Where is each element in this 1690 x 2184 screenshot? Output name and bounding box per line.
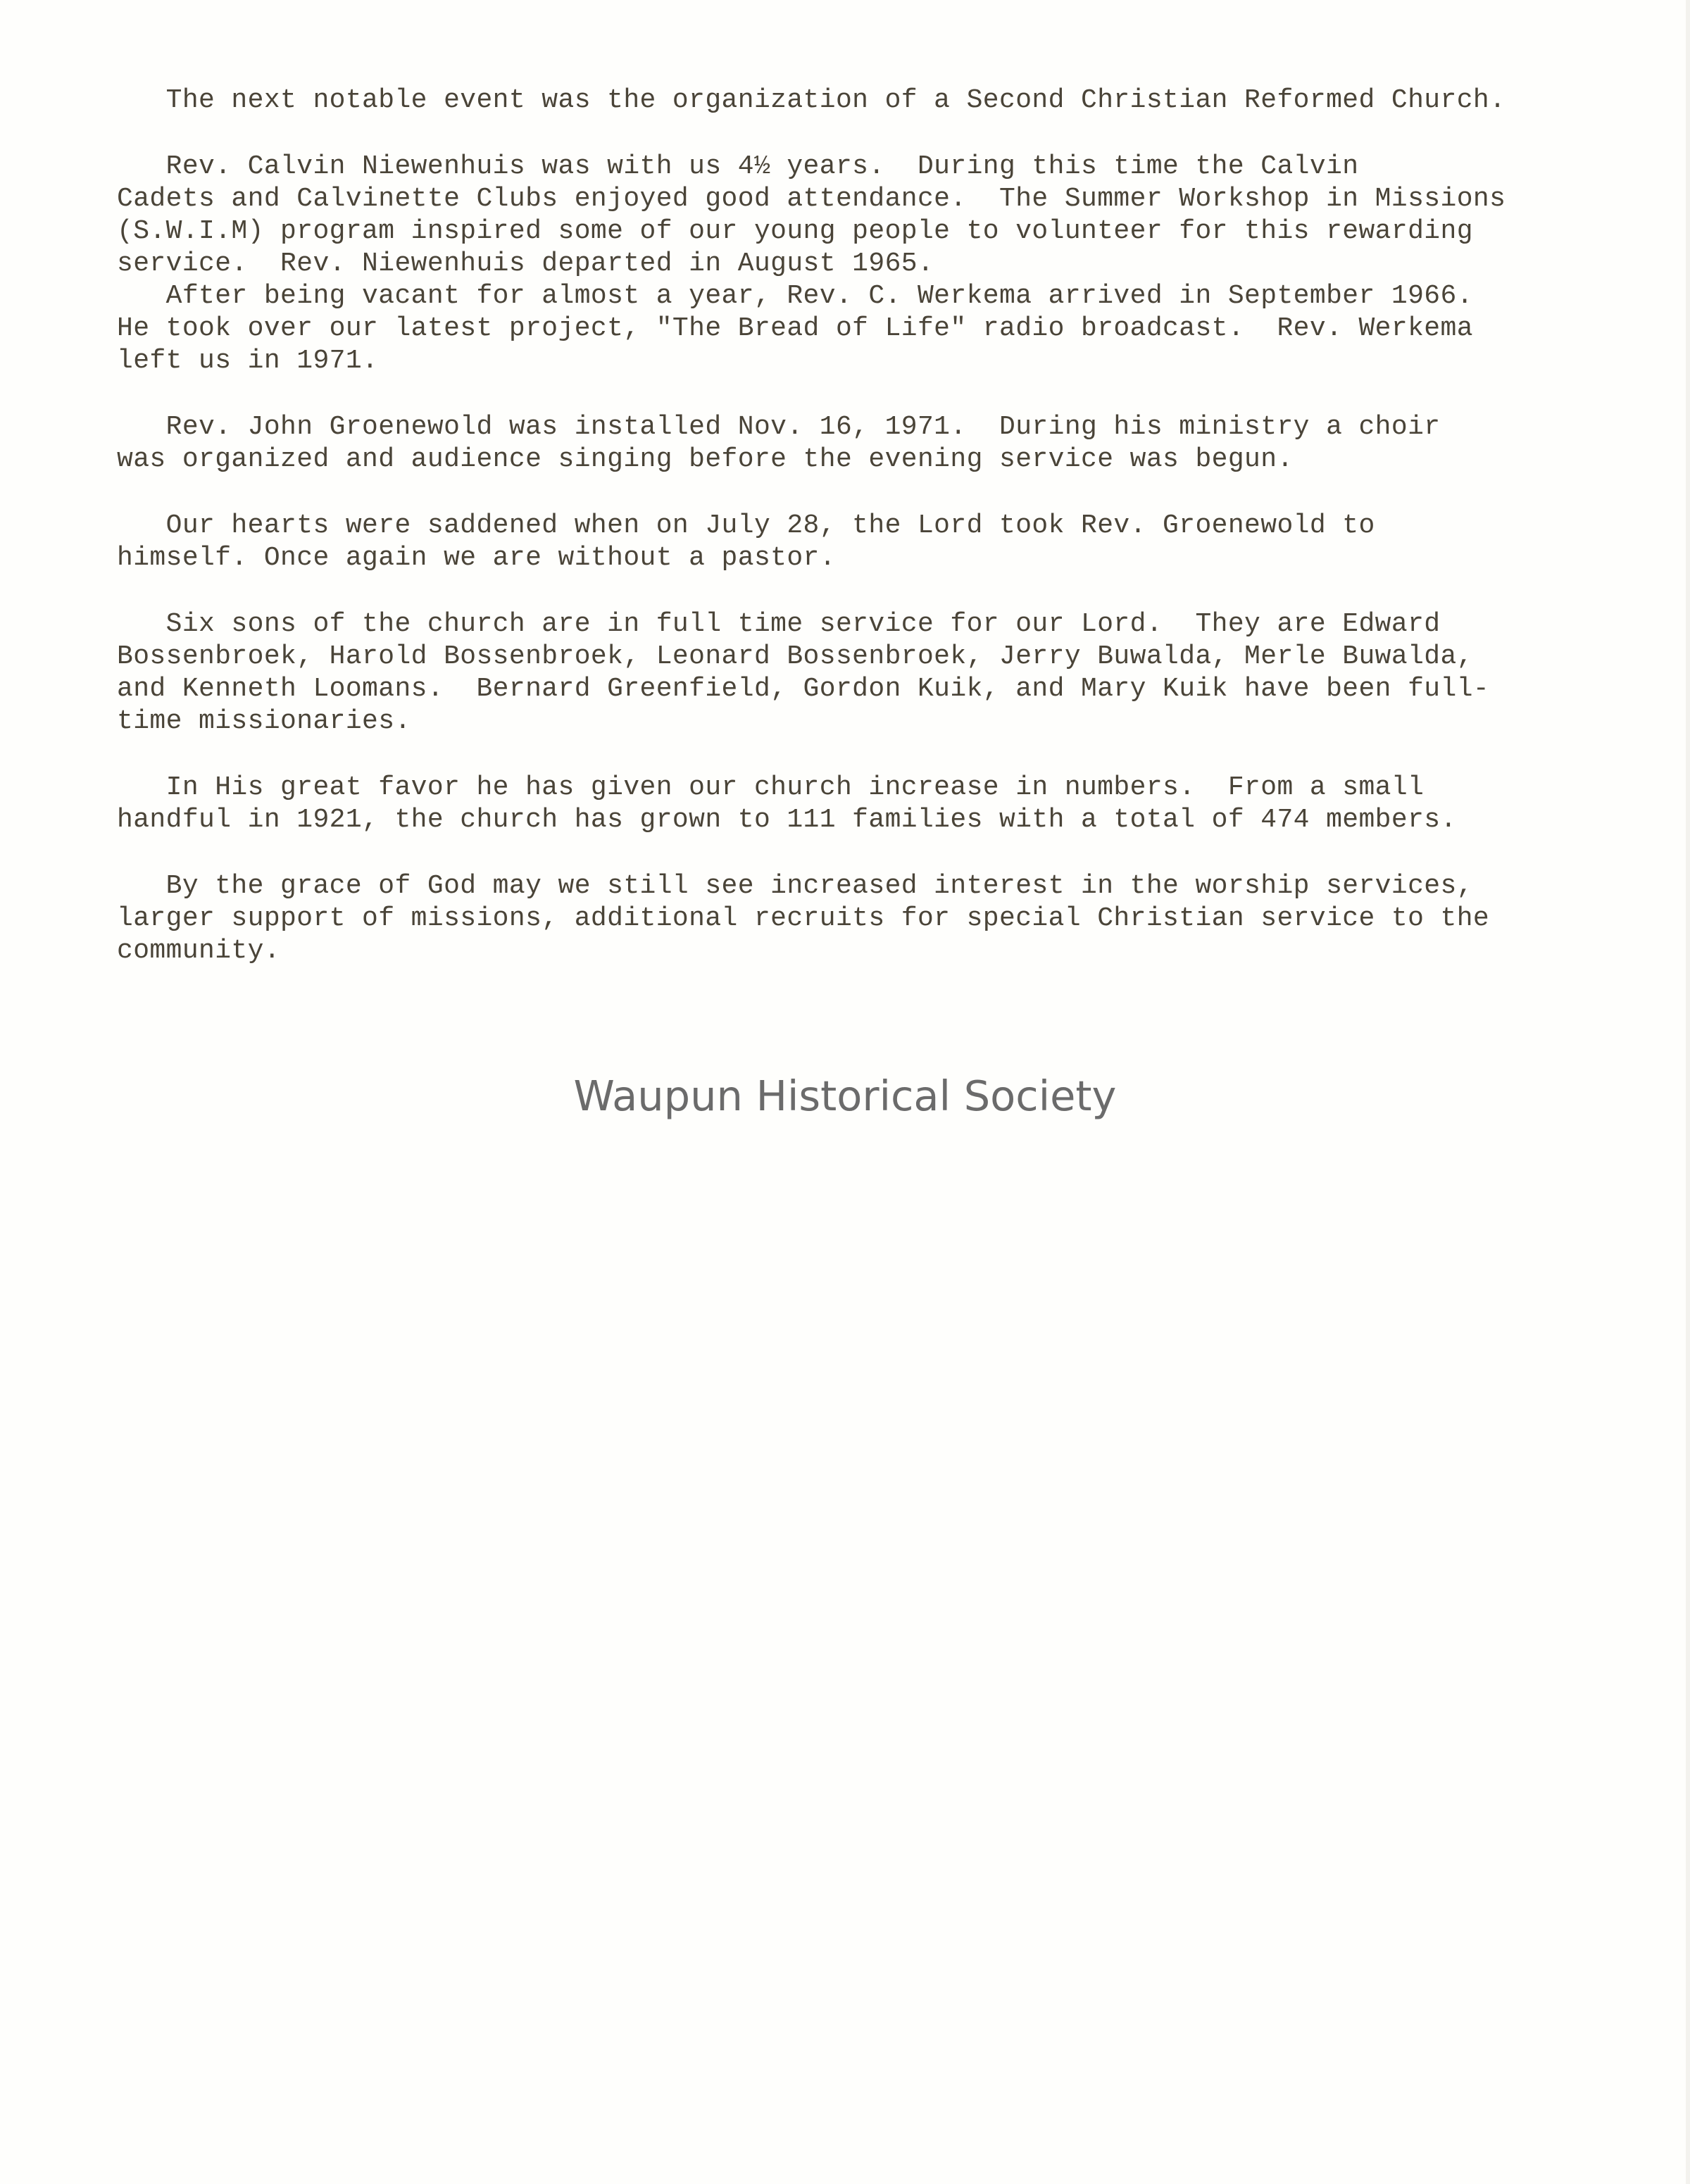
text-line: Bossenbroek, Harold Bossenbroek, Leonard Bossenbroek, Jerry Buwalda, Merle Buwalda, [117, 641, 1473, 672]
text-line: Rev. John Groenewold was installed Nov. 16, 1971. During his ministry a choir [117, 412, 1441, 442]
text-line: was organized and audience singing before the evening service was begun. [117, 444, 1294, 475]
paragraph-church-growth [117, 772, 1582, 836]
paragraph-second-church [117, 84, 1582, 117]
paragraph-werkema [117, 280, 1582, 377]
paragraph-sons-of-church [117, 608, 1582, 738]
page-edge [1686, 0, 1690, 2184]
text-line: community. [117, 936, 281, 966]
text-line: He took over our latest project, "The Bread of Life" radio broadcast. Rev. Werkema [117, 313, 1473, 344]
paragraph-closing-prayer [117, 870, 1582, 967]
text-line: (S.W.I.M) program inspired some of our young people to volunteer for this rewarding [117, 216, 1473, 246]
text-line: After being vacant for almost a year, Rev. C. Werkema arrived in September 1966. [117, 281, 1473, 311]
watermark: Waupun Historical Society [573, 1072, 1117, 1120]
text-line: himself. Once again we are without a pastor. [117, 543, 836, 573]
text-line: In His great favor he has given our church increase in numbers. From a small [117, 772, 1425, 803]
paragraph-groenewold-installed [117, 411, 1582, 476]
text-line: time missionaries. [117, 706, 411, 736]
text-line: By the grace of God may we still see increased interest in the worship services, [117, 871, 1473, 901]
text-line: Six sons of the church are in full time service for our Lord. They are Edward [117, 609, 1441, 639]
text-line: left us in 1971. [117, 346, 379, 376]
text-line: service. Rev. Niewenhuis departed in August 1965. [117, 249, 934, 279]
paragraph-groenewold-death [117, 510, 1582, 575]
text-line: The next notable event was the organization of a Second Christian Reformed Church. [117, 85, 1506, 115]
paragraph-niewenhuis [117, 151, 1582, 280]
text-line: handful in 1921, the church has grown to 111 families with a total of 474 members. [117, 805, 1457, 835]
text-line: Rev. Calvin Niewenhuis was with us 4½ years. During this time the Calvin [117, 151, 1359, 182]
text-line: Our hearts were saddened when on July 28, the Lord took Rev. Groenewold to [117, 510, 1375, 541]
text-line: Cadets and Calvinette Clubs enjoyed good attendance. The Summer Workshop in Missions [117, 184, 1506, 214]
text-line: and Kenneth Loomans. Bernard Greenfield, Gordon Kuik, and Mary Kuik have been full- [117, 674, 1490, 704]
text-line: larger support of missions, additional recruits for special Christian service to the [117, 903, 1490, 934]
document-body [117, 84, 1582, 967]
